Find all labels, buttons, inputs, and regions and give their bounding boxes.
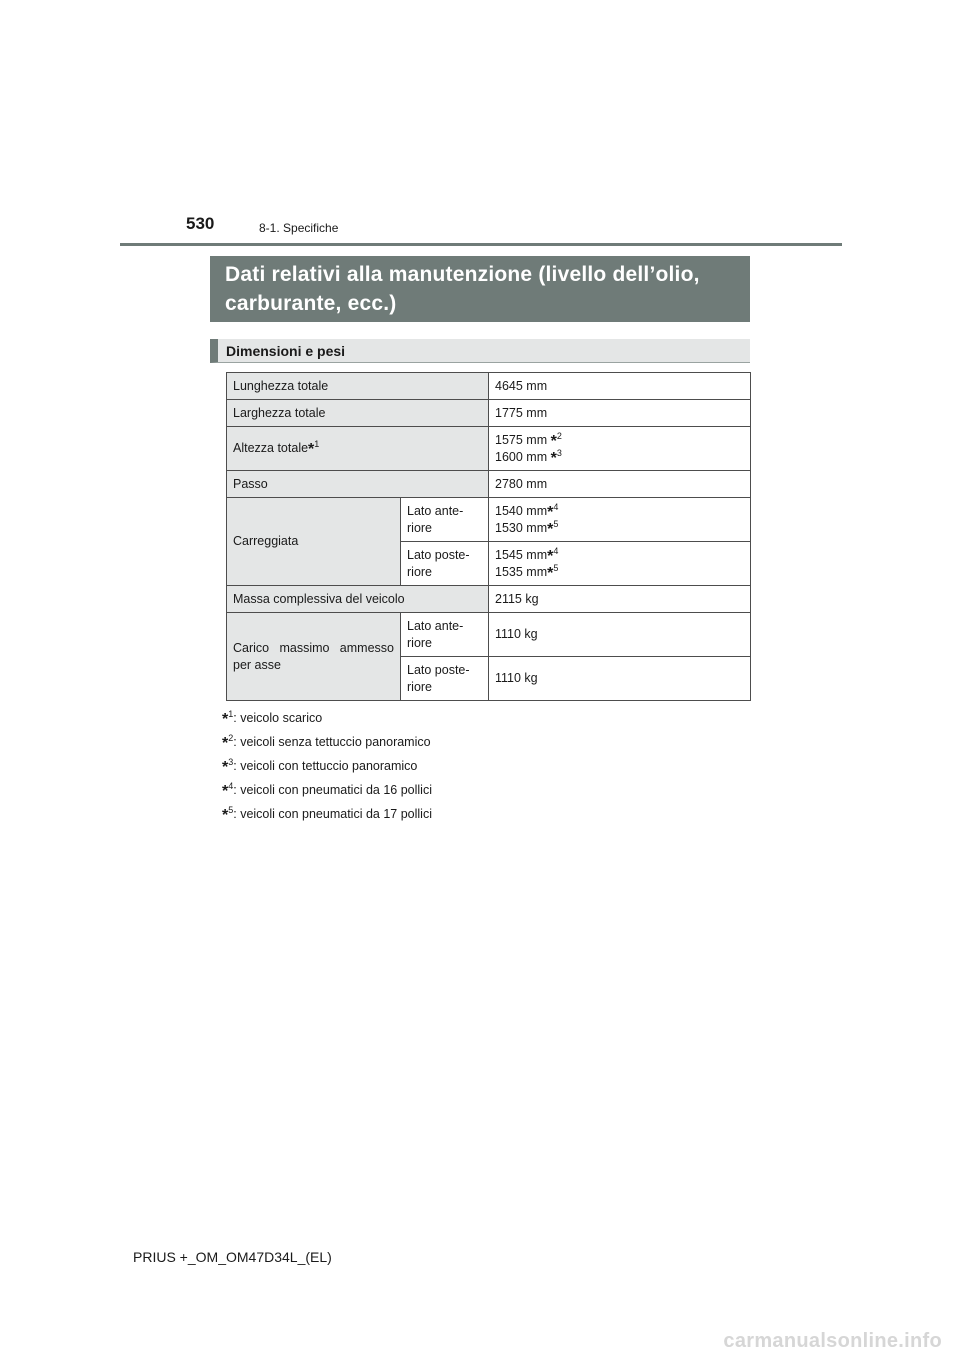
value-text: 1600 mm (495, 449, 551, 464)
footnote-number: 3 (228, 756, 234, 767)
footnote-asterisk: * (547, 503, 554, 521)
table-row (227, 498, 751, 542)
footnote (222, 730, 432, 754)
value-text: 1530 mm (495, 520, 548, 535)
row-label: Passo (227, 471, 489, 498)
row-value: 1775 mm (489, 400, 751, 427)
footnote-asterisk: * (222, 783, 229, 800)
footnote-asterisk: * (550, 432, 557, 450)
document-code: PRIUS +_OM_OM47D34L_(EL) (133, 1249, 332, 1265)
table-row (227, 427, 751, 471)
value-text: 1540 mm (495, 503, 548, 518)
footnote-asterisk: * (547, 547, 554, 565)
table-row (227, 586, 751, 613)
footnote-asterisk: * (222, 759, 229, 776)
row-label (227, 427, 489, 471)
row-label: Carico massimo ammesso per asse (227, 613, 401, 701)
footnote-asterisk: * (222, 807, 229, 824)
page-number: 530 (186, 214, 215, 233)
sub-label (401, 657, 489, 701)
row-value: 2115 kg (489, 586, 751, 613)
footnote (222, 754, 432, 778)
watermark: carmanualsonline.info (723, 1330, 942, 1352)
footnote-number: 4 (228, 780, 234, 791)
footnote (222, 706, 432, 730)
row-value (489, 542, 751, 586)
sub-label-line: Lato ante- (407, 618, 464, 633)
table-row (227, 471, 751, 498)
sub-label-line: Lato poste- (407, 662, 470, 677)
section-title-line1: Dati relativi alla manutenzione (livello dell’olio, (225, 263, 700, 286)
footnote-asterisk: * (547, 520, 554, 538)
footnote-number: 2 (228, 732, 234, 743)
table-row (227, 613, 751, 657)
row-label: Carreggiata (227, 498, 401, 586)
footnote-ref: 1 (314, 438, 320, 449)
footnote-number: 1 (228, 708, 234, 719)
sub-label (401, 542, 489, 586)
row-value (489, 498, 751, 542)
footnote-asterisk: * (308, 441, 315, 458)
footnote-ref: 3 (556, 447, 562, 458)
row-value (489, 427, 751, 471)
sub-label-line: riore (407, 679, 433, 694)
sub-label-line: riore (407, 520, 433, 535)
footnote-text: : veicoli con pneumatici da 17 pollici (233, 807, 432, 821)
footnote-asterisk: * (550, 449, 557, 467)
footnote (222, 778, 432, 802)
row-value: 2780 mm (489, 471, 751, 498)
table-row (227, 373, 751, 400)
footnote-text: : veicoli con tettuccio panoramico (233, 759, 418, 773)
footnote-number: 5 (228, 804, 234, 815)
section-title (210, 256, 750, 322)
value-text: 1535 mm (495, 564, 548, 579)
row-label: Massa complessiva del veicolo (227, 586, 489, 613)
value-text: 1575 mm (495, 432, 551, 447)
row-value: 4645 mm (489, 373, 751, 400)
footnote-asterisk: * (222, 711, 229, 728)
row-value: 1110 kg (489, 657, 751, 701)
header-rule (120, 243, 842, 246)
sub-label-line: riore (407, 564, 433, 579)
label-text: Altezza totale (233, 441, 309, 455)
section-title-line2: carburante, ecc.) (225, 292, 397, 315)
sub-label-line: Lato ante- (407, 503, 464, 518)
footnote (222, 802, 432, 826)
table-row (227, 400, 751, 427)
footnote-ref: 5 (553, 518, 559, 529)
footnote-ref: 4 (553, 501, 559, 512)
sub-label (401, 613, 489, 657)
footnote-ref: 4 (553, 545, 559, 556)
footnote-text: : veicolo scarico (233, 711, 323, 725)
footnotes (222, 706, 432, 826)
footnote-ref: 2 (556, 430, 562, 441)
footnote-text: : veicoli senza tettuccio panoramico (233, 735, 431, 749)
footnote-ref: 5 (553, 562, 559, 573)
value-text: 1545 mm (495, 547, 548, 562)
row-label: Lunghezza totale (227, 373, 489, 400)
row-value: 1110 kg (489, 613, 751, 657)
subsection-heading: Dimensioni e pesi (210, 339, 750, 363)
section-label: 8-1. Specifiche (259, 221, 339, 235)
sub-label-line: Lato poste- (407, 547, 470, 562)
footnote-asterisk: * (222, 735, 229, 752)
row-label: Larghezza totale (227, 400, 489, 427)
footnote-text: : veicoli con pneumatici da 16 pollici (233, 783, 432, 797)
sub-label (401, 498, 489, 542)
sub-label-line: riore (407, 635, 433, 650)
footnote-asterisk: * (547, 564, 554, 582)
specs-table (226, 372, 751, 701)
